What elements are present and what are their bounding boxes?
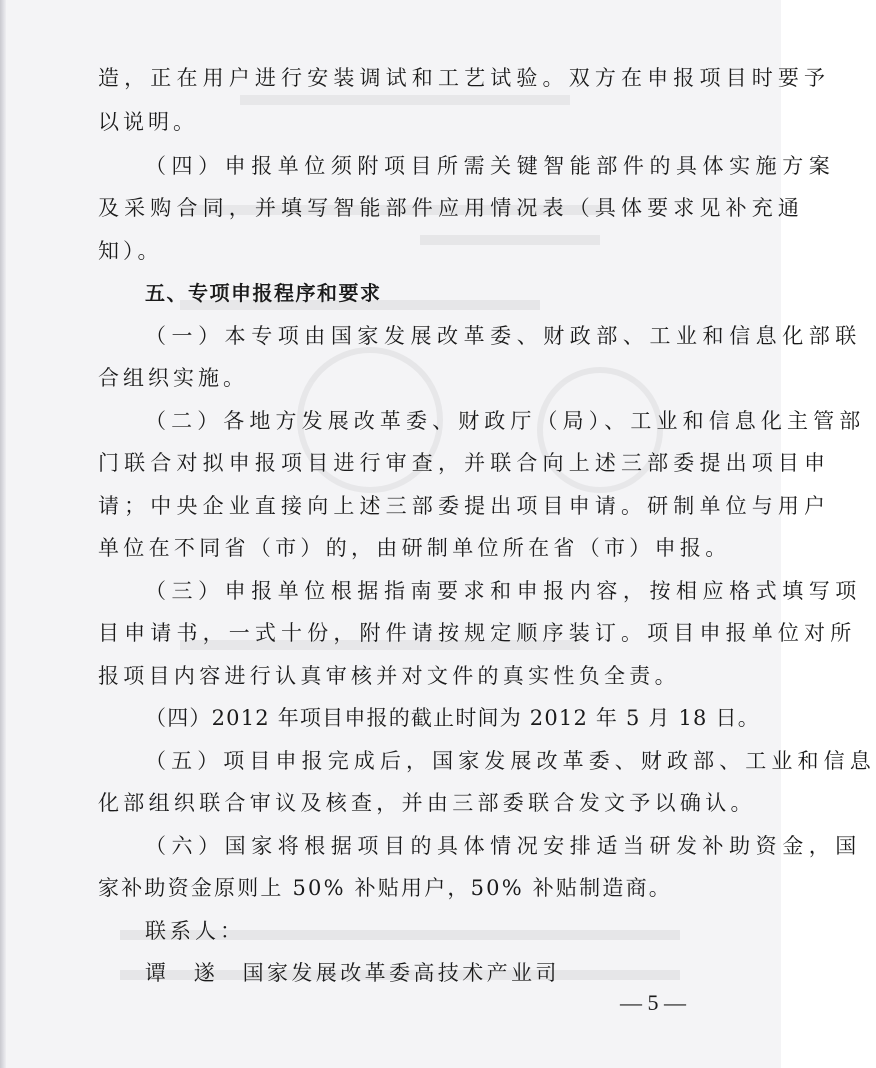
text-line-16: （四）2012 年项目申报的截止时间为 2012 年 5 月 18 日。 — [145, 706, 760, 730]
text-line-4: 及采购合同，并填写智能部件应用情况表（具体要求见补充通 — [98, 196, 805, 220]
page-edge-shadow — [0, 0, 6, 1068]
text-line-5: 知）。 — [98, 239, 163, 263]
text-line-10: 门联合对拟申报项目进行审查，并联合向上述三部委提出项目申 — [98, 451, 831, 475]
text-line-13: （三）申报单位根据指南要求和申报内容，按相应格式填写项 — [145, 579, 862, 603]
text-line-3: （四）申报单位须附项目所需关键智能部件的具体实施方案 — [145, 154, 836, 178]
text-line-9: （二）各地方发展改革委、财政厅（局）、工业和信息化主管部 — [145, 409, 866, 433]
text-line-11: 请；中央企业直接向上述三部委提出项目申请。研制单位与用户 — [98, 494, 831, 518]
text-line-7: （一）本专项由国家发展改革委、财政部、工业和信息化部联 — [145, 324, 862, 348]
text-line-8: 合组织实施。 — [98, 366, 248, 390]
text-line-2: 以说明。 — [98, 110, 198, 134]
text-line-18: 化部组织联合审议及核查，并由三部委联合发文予以确认。 — [98, 791, 756, 815]
contact-entry: 谭 遂 国家发展改革委高技术产业司 — [145, 961, 560, 985]
section-heading: 五、专项申报程序和要求 — [145, 281, 382, 305]
text-line-15: 报项目内容进行认真审核并对文件的真实性负全责。 — [98, 664, 680, 688]
text-line-14: 目申请书，一式十份，附件请按规定顺序装订。项目申报单位对所 — [98, 621, 857, 645]
text-line-12: 单位在不同省（市）的，由研制单位所在省（市）申报。 — [98, 536, 731, 560]
text-line-1: 造，正在用户进行安装调试和工艺试验。双方在申报项目时要予 — [98, 66, 831, 90]
text-line-17: （五）项目申报完成后，国家发展改革委、财政部、工业和信息 — [145, 749, 876, 773]
contact-label: 联系人： — [145, 919, 245, 943]
text-line-19: （六）国家将根据项目的具体情况安排适当研发补助资金，国 — [145, 834, 862, 858]
text-line-20: 家补助资金原则上 50% 补贴用户，50% 补贴制造商。 — [98, 876, 672, 900]
page-number: — 5 — — [620, 990, 686, 1015]
